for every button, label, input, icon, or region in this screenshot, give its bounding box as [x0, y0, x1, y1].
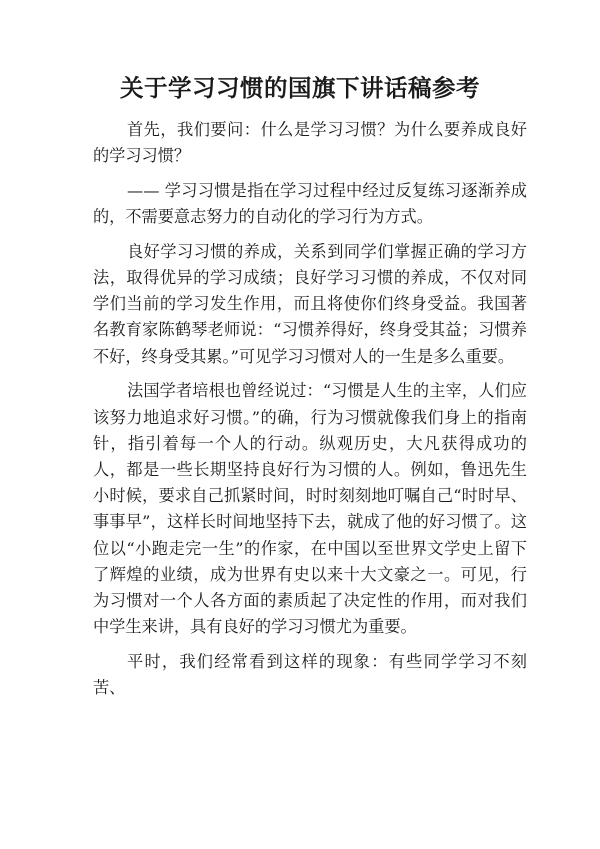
paragraph-4: 法国学者培根也曾经说过：“习惯是人生的主宰，人们应该努力地追求好习惯。”的确，行为习惯就像我们身上的指南针，指引着每一个人的行动。纵观历史，大凡获得成功的人，都是一些长期坚持良好行为习惯的人。例如，鲁迅先生小时候，要求自己抓紧时间，时时刻刻地叮嘱自己“时时早、事事早”，这样长时间地坚持下去，就成了他的好习惯了。这位以“小跑走完一生”的作家，在中国以至世界文学史上留下了辉煌的业绩，成为世界有史以来十大文豪之一。可见，行为习惯对一个人各方面的素质起了决定性的作用，而对我们中学生来讲，具有良好的学习习惯尤为重要。 — [93, 381, 527, 637]
document-body — [93, 117, 527, 710]
paragraph-3: 良好学习习惯的养成，关系到同学们掌握正确的学习方法，取得优异的学习成绩；良好学习习惯的养成，不仅对同学们当前的学习发生作用，而且将使你们终身受益。我国著名教育家陈鹤琴老师说：“习惯养得好，终身受其益；习惯养不好，终身受其累。”可见学习习惯对人的一生是多么重要。 — [93, 241, 527, 366]
document-title: 关于学习习惯的国旗下讲话稿参考 — [120, 74, 480, 102]
paragraph-5: 平时，我们经常看到这样的现象：有些同学学习不刻苦、 — [93, 651, 527, 698]
paragraph-2: —— 学习习惯是指在学习过程中经过反复练习逐渐养成的，不需要意志努力的自动化的学习行为方式。 — [93, 180, 527, 227]
paragraph-1: 首先，我们要问：什么是学习习惯？为什么要养成良好的学习习惯？ — [93, 120, 527, 166]
